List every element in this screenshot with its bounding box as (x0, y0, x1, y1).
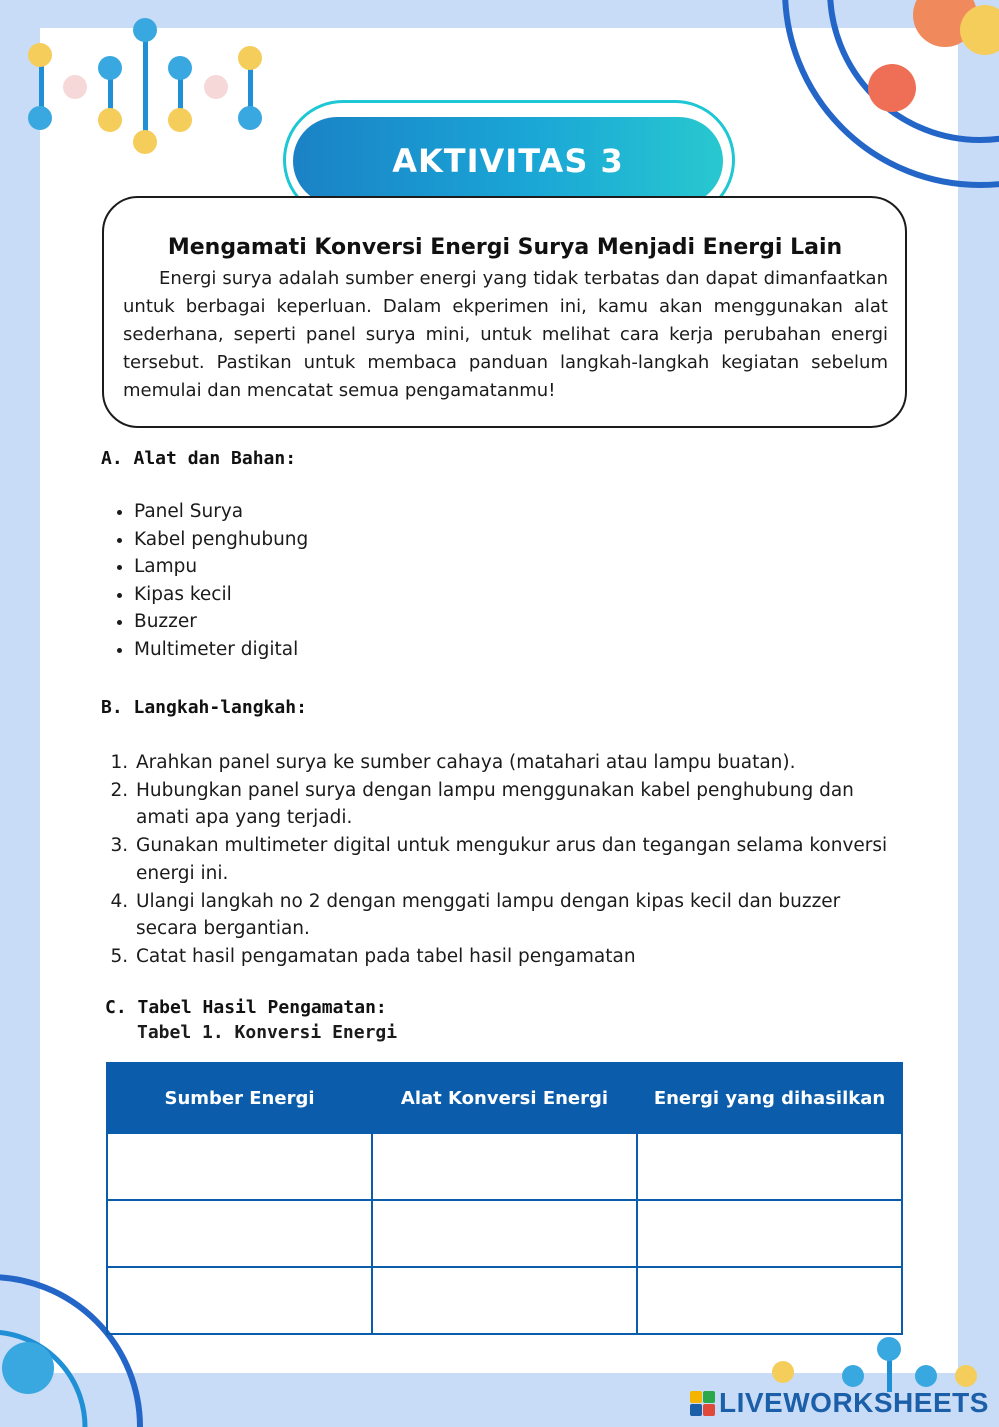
table-cell-input[interactable] (372, 1133, 637, 1200)
table-cell-input[interactable] (637, 1200, 902, 1267)
list-item: • Multimeter digital (134, 636, 308, 664)
list-item: • Buzzer (134, 608, 308, 636)
table-header-row (107, 1063, 902, 1133)
observation-table (106, 1062, 903, 1335)
step-item: 2. Hubungkan panel surya dengan lampu menggunakan kabel penghubung dan amati apa yang terjadi. (134, 777, 894, 832)
step-item: 5. Catat hasil pengamatan pada tabel hasil pengamatan (134, 943, 894, 971)
dna-decoration (26, 18, 276, 158)
table-cell-input[interactable] (372, 1267, 637, 1334)
section-b-heading: B. Langkah-langkah: (101, 697, 307, 718)
list-item: • Kipas kecil (134, 581, 308, 609)
column-header: Energi yang dihasilkan (637, 1063, 902, 1133)
step-item: 1. Arahkan panel surya ke sumber cahaya (matahari atau lampu buatan). (134, 749, 894, 777)
liveworksheets-watermark[interactable] (690, 1385, 989, 1421)
table-cell-input[interactable] (637, 1267, 902, 1334)
column-header: Alat Konversi Energi (372, 1063, 637, 1133)
title-banner (293, 117, 723, 205)
page-title: AKTIVITAS 3 (392, 142, 624, 180)
orbit-decoration-top-right (770, 0, 999, 210)
table-cell-input[interactable] (107, 1200, 372, 1267)
table-row (107, 1267, 902, 1334)
section-c-heading: C. Tabel Hasil Pengamatan: (105, 997, 387, 1018)
list-item: • Kabel penghubung (134, 526, 308, 554)
table-row (107, 1200, 902, 1267)
section-a-heading: A. Alat dan Bahan: (101, 448, 297, 469)
list-item: • Lampu (134, 553, 308, 581)
step-item: 4. Ulangi langkah no 2 dengan menggati lampu dengan kipas kecil dan buzzer secara bergantian. (134, 888, 894, 943)
table-caption: Tabel 1. Konversi Energi (137, 1022, 398, 1043)
list-item: • Panel Surya (134, 498, 308, 526)
table-cell-input[interactable] (372, 1200, 637, 1267)
table-row (107, 1133, 902, 1200)
table-cell-input[interactable] (637, 1133, 902, 1200)
steps-list (112, 749, 894, 971)
table-cell-input[interactable] (107, 1133, 372, 1200)
column-header: Sumber Energi (107, 1063, 372, 1133)
materials-list (104, 498, 308, 664)
step-item: 3. Gunakan multimeter digital untuk mengukur arus dan tegangan selama konversi energi ini. (134, 832, 894, 887)
intro-heading: Mengamati Konversi Energi Surya Menjadi Energi Lain (167, 235, 843, 260)
table-cell-input[interactable] (107, 1267, 372, 1334)
intro-paragraph: Energi surya adalah sumber energi yang tidak terbatas dan dapat dimanfaatkan untuk berbagai keperluan. Dalam ekperimen ini, kamu akan menggunakan alat sederhana, seperti panel surya mini, untuk melihat cara kerja perubahan energi tersebut. Pastikan untuk membaca panduan langkah-langkah kegiatan sebelum memulai dan mencatat semua pengamatanmu! (123, 268, 888, 401)
watermark-text: LIVEWORKSHEETS (719, 1387, 989, 1418)
liveworksheets-logo-icon (690, 1391, 715, 1416)
